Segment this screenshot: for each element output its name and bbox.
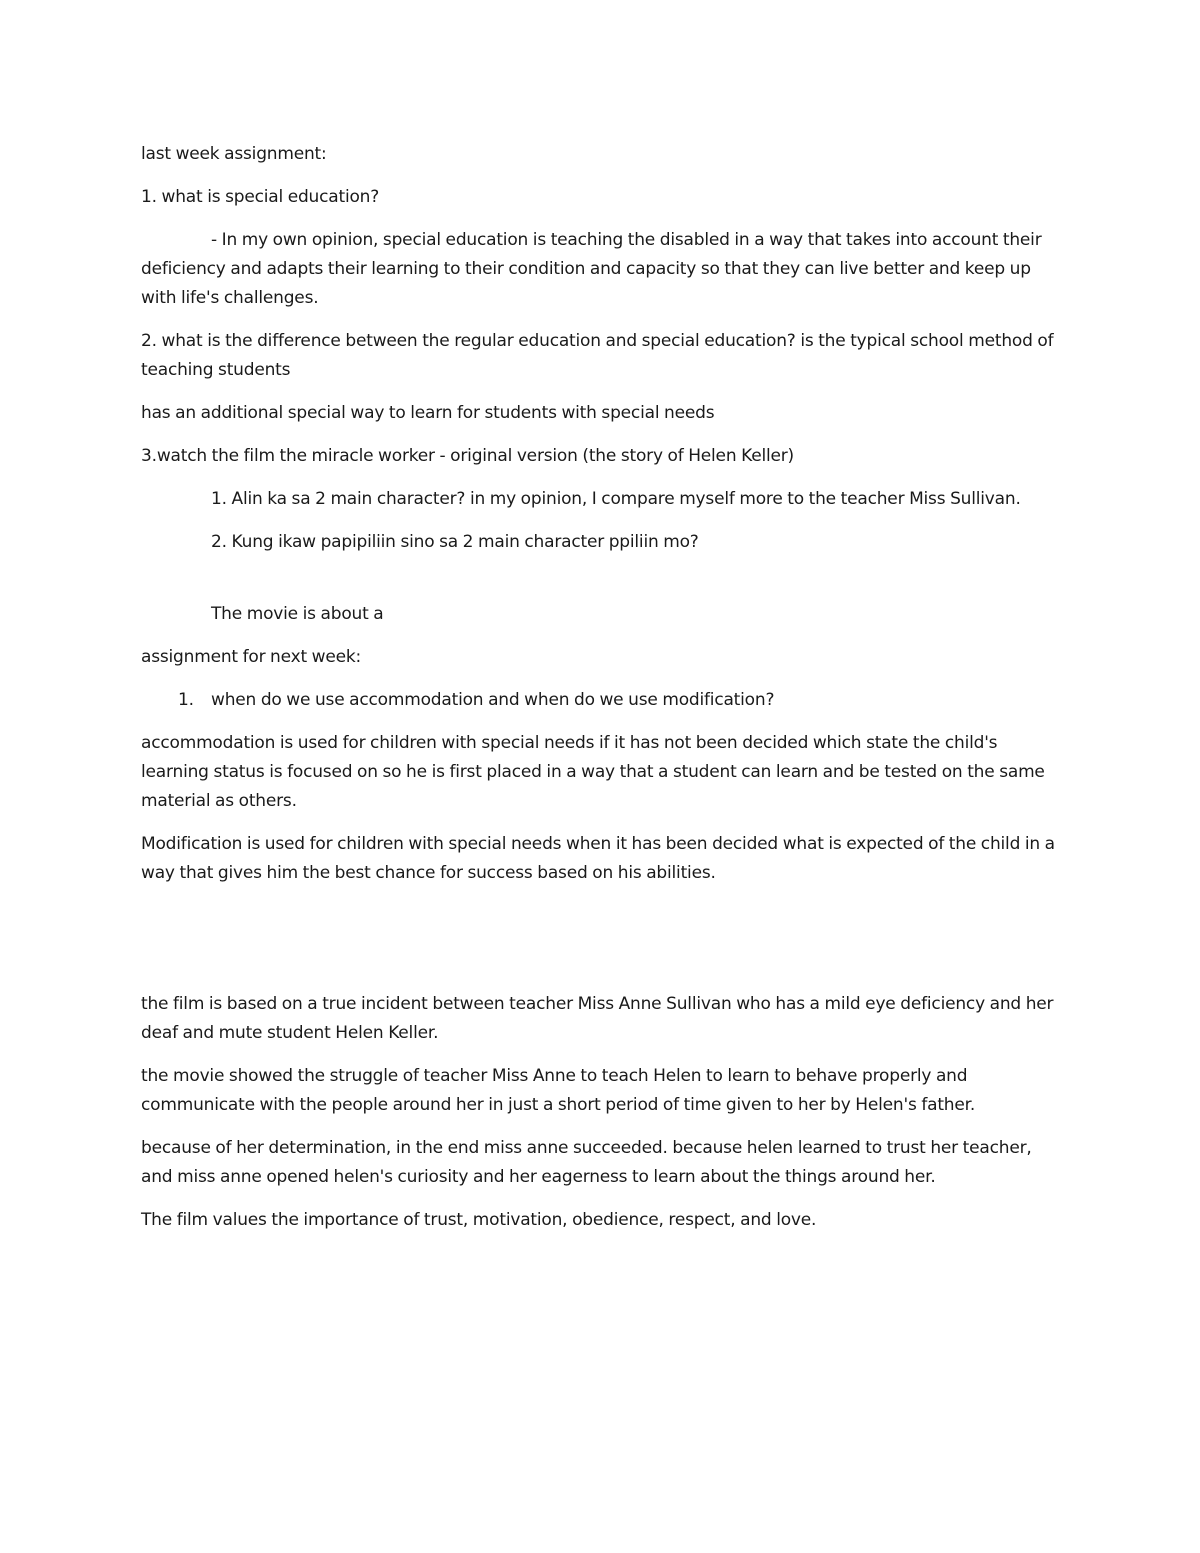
answer-2: has an additional special way to learn for students with special needs [141, 403, 715, 423]
film-paragraph-2: the movie showed the struggle of teacher Miss Anne to teach Helen to learn to behave properly and communicate with the people around her in just a short period of time given to her by Helen's father. [141, 1066, 976, 1115]
movie-about-line: The movie is about a [211, 604, 384, 624]
list-number: 1. [178, 690, 194, 710]
document-body [141, 140, 1061, 1235]
question-3-sub-2: 2. Kung ikaw papipiliin sino sa 2 main character ppiliin mo? [211, 532, 699, 552]
question-3: 3.watch the film the miracle worker - original version (the story of Helen Keller) [141, 446, 794, 466]
heading-next-week: assignment for next week: [141, 647, 362, 667]
answer-1: - In my own opinion, special education is teaching the disabled in a way that takes into account their deficiency and adapts their learning to their condition and capacity so that they can live better and keep up with life's challenges. [141, 230, 1042, 308]
film-paragraph-4: The film values the importance of trust, motivation, obedience, respect, and love. [141, 1210, 817, 1230]
heading-last-week: last week assignment: [141, 144, 327, 164]
next-week-list-item [141, 686, 1061, 715]
film-paragraph-3: because of her determination, in the end miss anne succeeded. because helen learned to trust her teacher, and miss anne opened helen's curiosity and her eagerness to learn about the things around her. [141, 1138, 1032, 1187]
next-week-question-1: when do we use accommodation and when do we use modification? [211, 690, 775, 710]
film-paragraph-1: the film is based on a true incident between teacher Miss Anne Sullivan who has a mild eye deficiency and her deaf and mute student Helen Keller. [141, 994, 1054, 1043]
question-1: 1. what is special education? [141, 187, 380, 207]
accommodation-paragraph: accommodation is used for children with special needs if it has not been decided which state the child's learning status is focused on so he is first placed in a way that a student can learn and be tested on the same material as others. [141, 733, 1045, 811]
question-3-sub-1: 1. Alin ka sa 2 main character? in my opinion, I compare myself more to the teacher Miss Sullivan. [211, 489, 1021, 509]
question-2: 2. what is the difference between the regular education and special education? is the typical school method of teaching students [141, 331, 1054, 380]
modification-paragraph: Modification is used for children with special needs when it has been decided what is expected of the child in a way that gives him the best chance for success based on his abilities. [141, 834, 1055, 883]
